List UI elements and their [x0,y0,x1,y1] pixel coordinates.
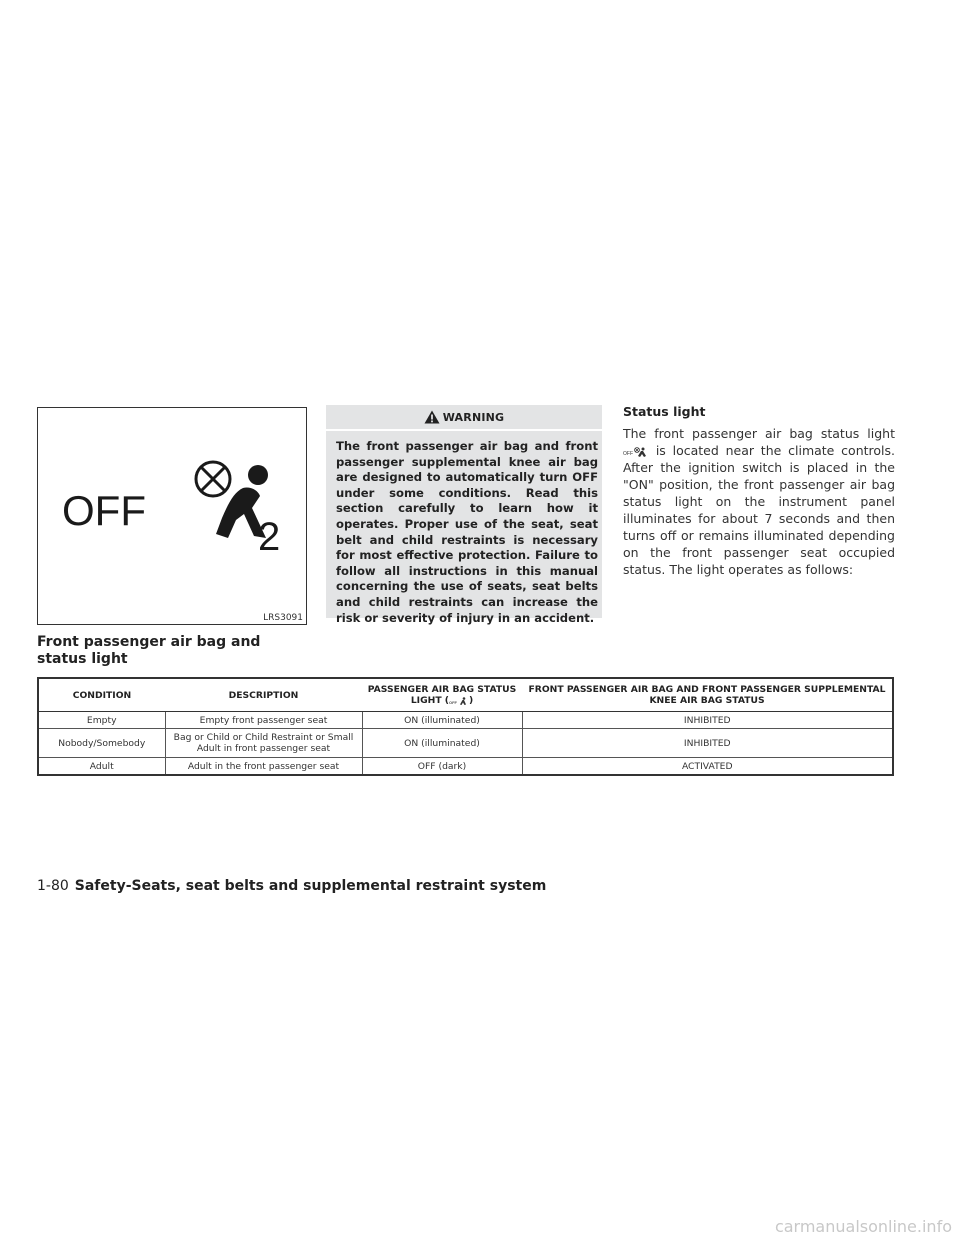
page-number: 1-80 [37,878,69,894]
figure-off-text: OFF [62,487,146,534]
figure-caption: Front passenger air bag and status light [37,634,261,667]
cell-description: Empty front passenger seat [165,712,362,729]
warning-body: The front passenger air bag and front passenger supplemental knee air bag are designed to automatically turn OFF under some conditions. Read this section carefully to learn how it operates. Proper use of the seat, seat belt and child restraints is necessary for most effective protection. Failure to follow all instructions in this manual concerning the use of seats, seat belts and child restraints can increase the risk or severity of injury in an accident. [336,439,598,625]
cell-description: Bag or Child or Child Restraint or Small Adult in front passenger seat [165,729,362,758]
cell-condition: Empty [38,712,165,729]
warning-box [326,405,602,625]
warning-header [326,405,602,431]
cell-light: ON (illuminated) [362,712,522,729]
status-light-text-2: is located near the climate controls. After the ignition switch is placed in the "ON" position, the front passenger air bag status light on the instrument panel illuminates for about 7 seconds and then turns off or remains illuminated depending on the front passenger seat occupied status. The light operates as follows: [623,443,895,577]
table-row [38,712,893,729]
header-condition: CONDITION [38,678,165,712]
cell-status: ACTIVATED [522,758,893,776]
table-row [38,758,893,776]
airbag-status-figure [37,407,307,625]
cell-description: Adult in the front passenger seat [165,758,362,776]
seat-number: 2 [258,515,281,559]
figure-code: LRS3091 [263,613,303,623]
svg-text:OFF: OFF [448,699,457,705]
watermark: carmanualsonline.info [774,1217,952,1236]
table-row [38,729,893,758]
header-description: DESCRIPTION [165,678,362,712]
section-title: Safety-Seats, seat belts and supplemental restraint system [74,878,547,894]
status-light-heading: Status light [623,404,706,419]
cell-status: INHIBITED [522,729,893,758]
table-header-row [38,678,893,712]
header-bag-status: FRONT PASSENGER AIR BAG AND FRONT PASSENGER SUPPLEMENTAL KNEE AIR BAG STATUS [522,678,893,712]
svg-text:OFF: OFF [623,450,633,457]
cell-status: INHIBITED [522,712,893,729]
airbag-off-indicator-icon [623,446,649,458]
airbag-off-illustration [38,408,306,624]
cell-light: OFF (dark) [362,758,522,776]
warning-icon [424,410,440,424]
cell-light: ON (illuminated) [362,729,522,758]
header-status-light: PASSENGER AIR BAG STATUS LIGHT ( OFF ) [362,678,522,712]
page-footer [37,878,546,894]
cell-condition: Adult [38,758,165,776]
status-light-paragraph [623,425,895,578]
cell-condition: Nobody/Somebody [38,729,165,758]
status-table [37,677,894,776]
airbag-off-indicator-icon [449,696,469,706]
status-light-text-1: The front passenger air bag status light [623,426,895,441]
warning-title: WARNING [442,410,505,424]
